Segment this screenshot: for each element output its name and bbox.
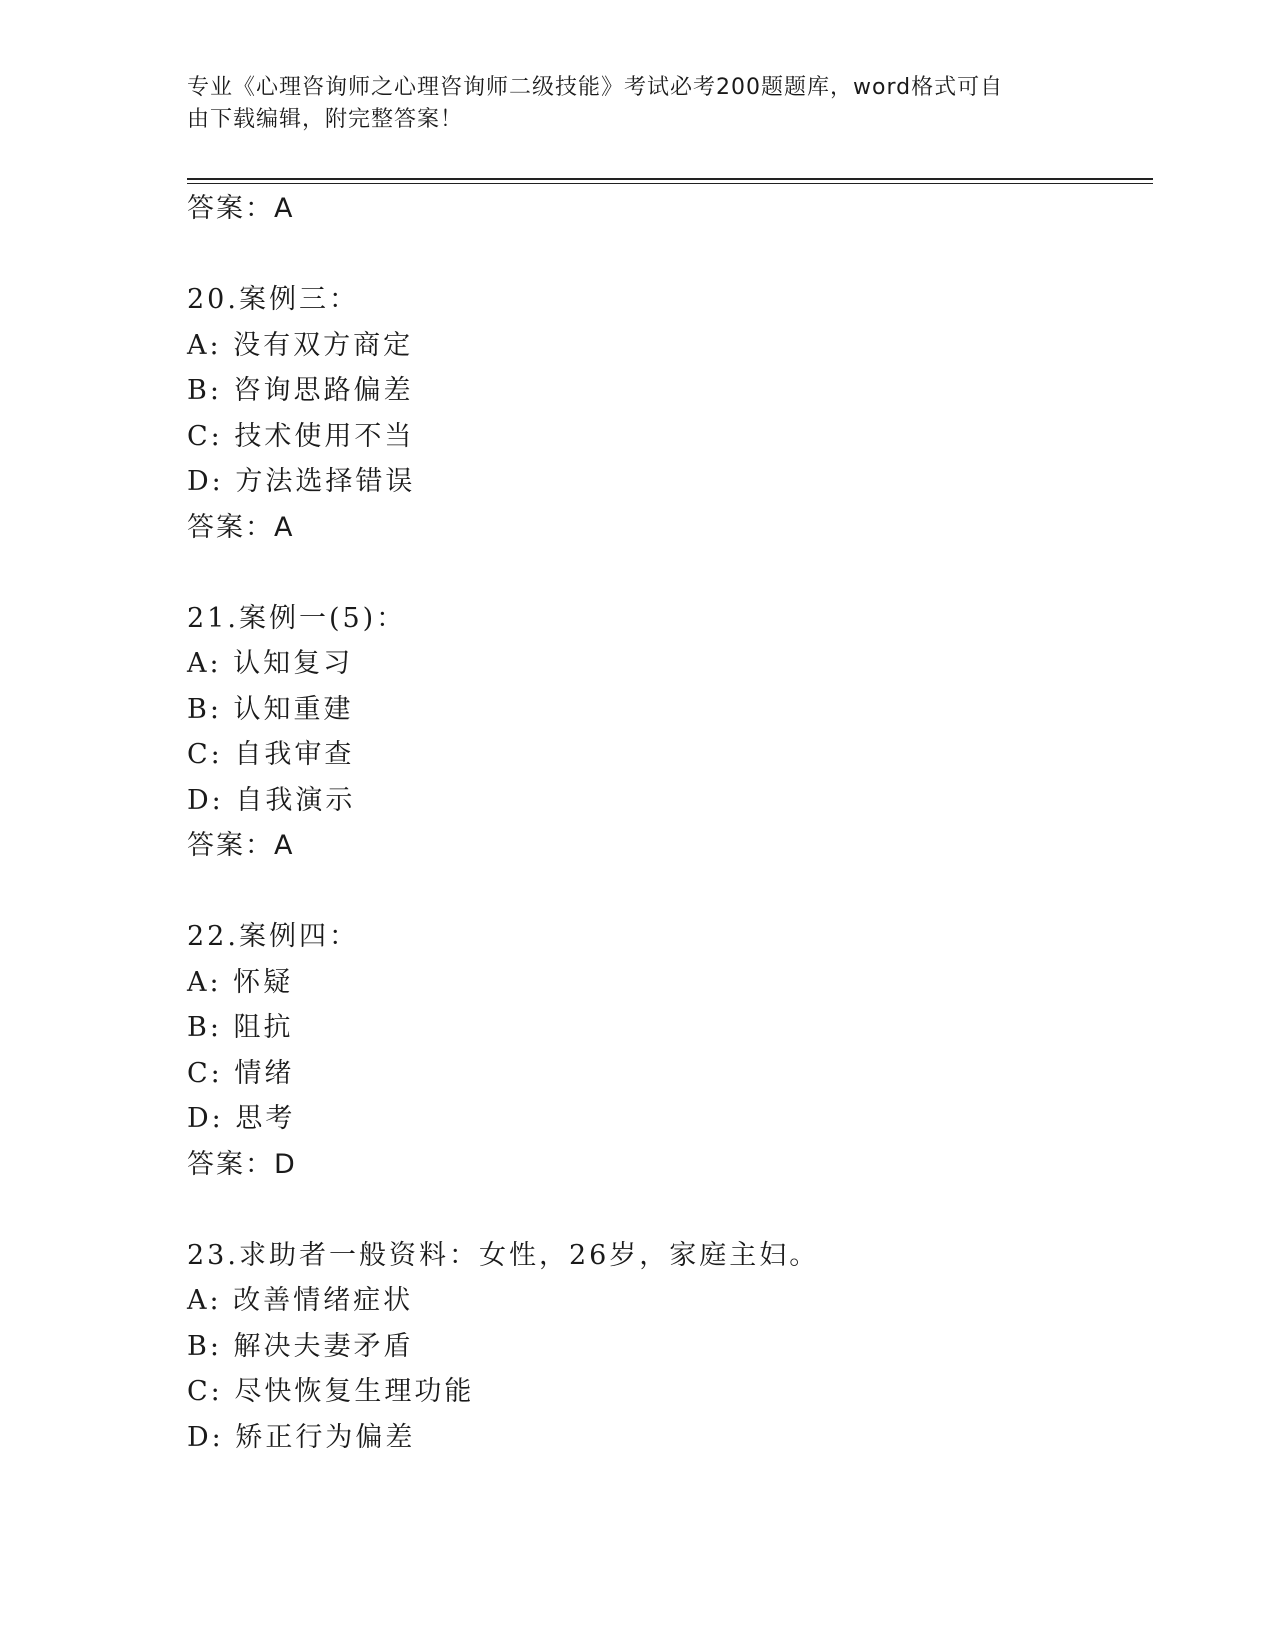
option-b: B: 解决夫妻矛盾	[187, 1330, 414, 1362]
option-c: C: 技术使用不当	[187, 420, 415, 452]
question-22	[187, 914, 1147, 1187]
option-c: C: 尽快恢复生理功能	[187, 1376, 475, 1407]
answer-prev: 答案：A	[187, 193, 295, 224]
option-d: D: 矫正行为偏差	[187, 1421, 416, 1453]
option-a: A: 怀疑	[187, 966, 294, 998]
option-c: C: 自我审查	[187, 739, 355, 770]
question-20	[187, 277, 1147, 550]
answer: 答案：A	[187, 511, 295, 543]
spacer	[187, 550, 1147, 596]
option-b: B: 阻抗	[187, 1012, 294, 1043]
option-a: A: 认知复习	[187, 648, 354, 679]
header-rule-thin	[187, 183, 1153, 184]
option-a: A: 改善情绪症状	[187, 1285, 414, 1316]
answer: 答案：D	[187, 1148, 297, 1180]
answer: 答案：A	[187, 830, 295, 861]
question-21	[187, 596, 1147, 869]
option-b: B: 咨询思路偏差	[187, 375, 414, 406]
option-d: D: 方法选择错误	[187, 466, 416, 497]
question-stem: 23.求助者一般资料：女性，26岁，家庭主妇。	[187, 1239, 820, 1271]
question-stem: 21.案例一(5)：	[187, 602, 407, 634]
spacer	[187, 232, 1147, 278]
option-b: B: 认知重建	[187, 693, 354, 725]
spacer	[187, 869, 1147, 915]
question-23	[187, 1233, 1147, 1461]
question-list	[187, 186, 1147, 1460]
document-header	[187, 72, 1067, 136]
option-d: D: 自我演示	[187, 784, 356, 816]
question-stem: 20.案例三：	[187, 284, 359, 315]
question-stem: 22.案例四：	[187, 921, 359, 952]
header-rule-thick	[187, 178, 1153, 180]
header-line-2: 由下载编辑，附完整答案！	[187, 107, 464, 132]
header-line-1: 专业《心理咨询师之心理咨询师二级技能》考试必考200题题库，word格式可自	[187, 75, 1004, 100]
option-a: A: 没有双方商定	[187, 329, 414, 361]
spacer	[187, 1187, 1147, 1233]
option-d: D: 思考	[187, 1103, 296, 1134]
option-c: C: 情绪	[187, 1057, 295, 1089]
